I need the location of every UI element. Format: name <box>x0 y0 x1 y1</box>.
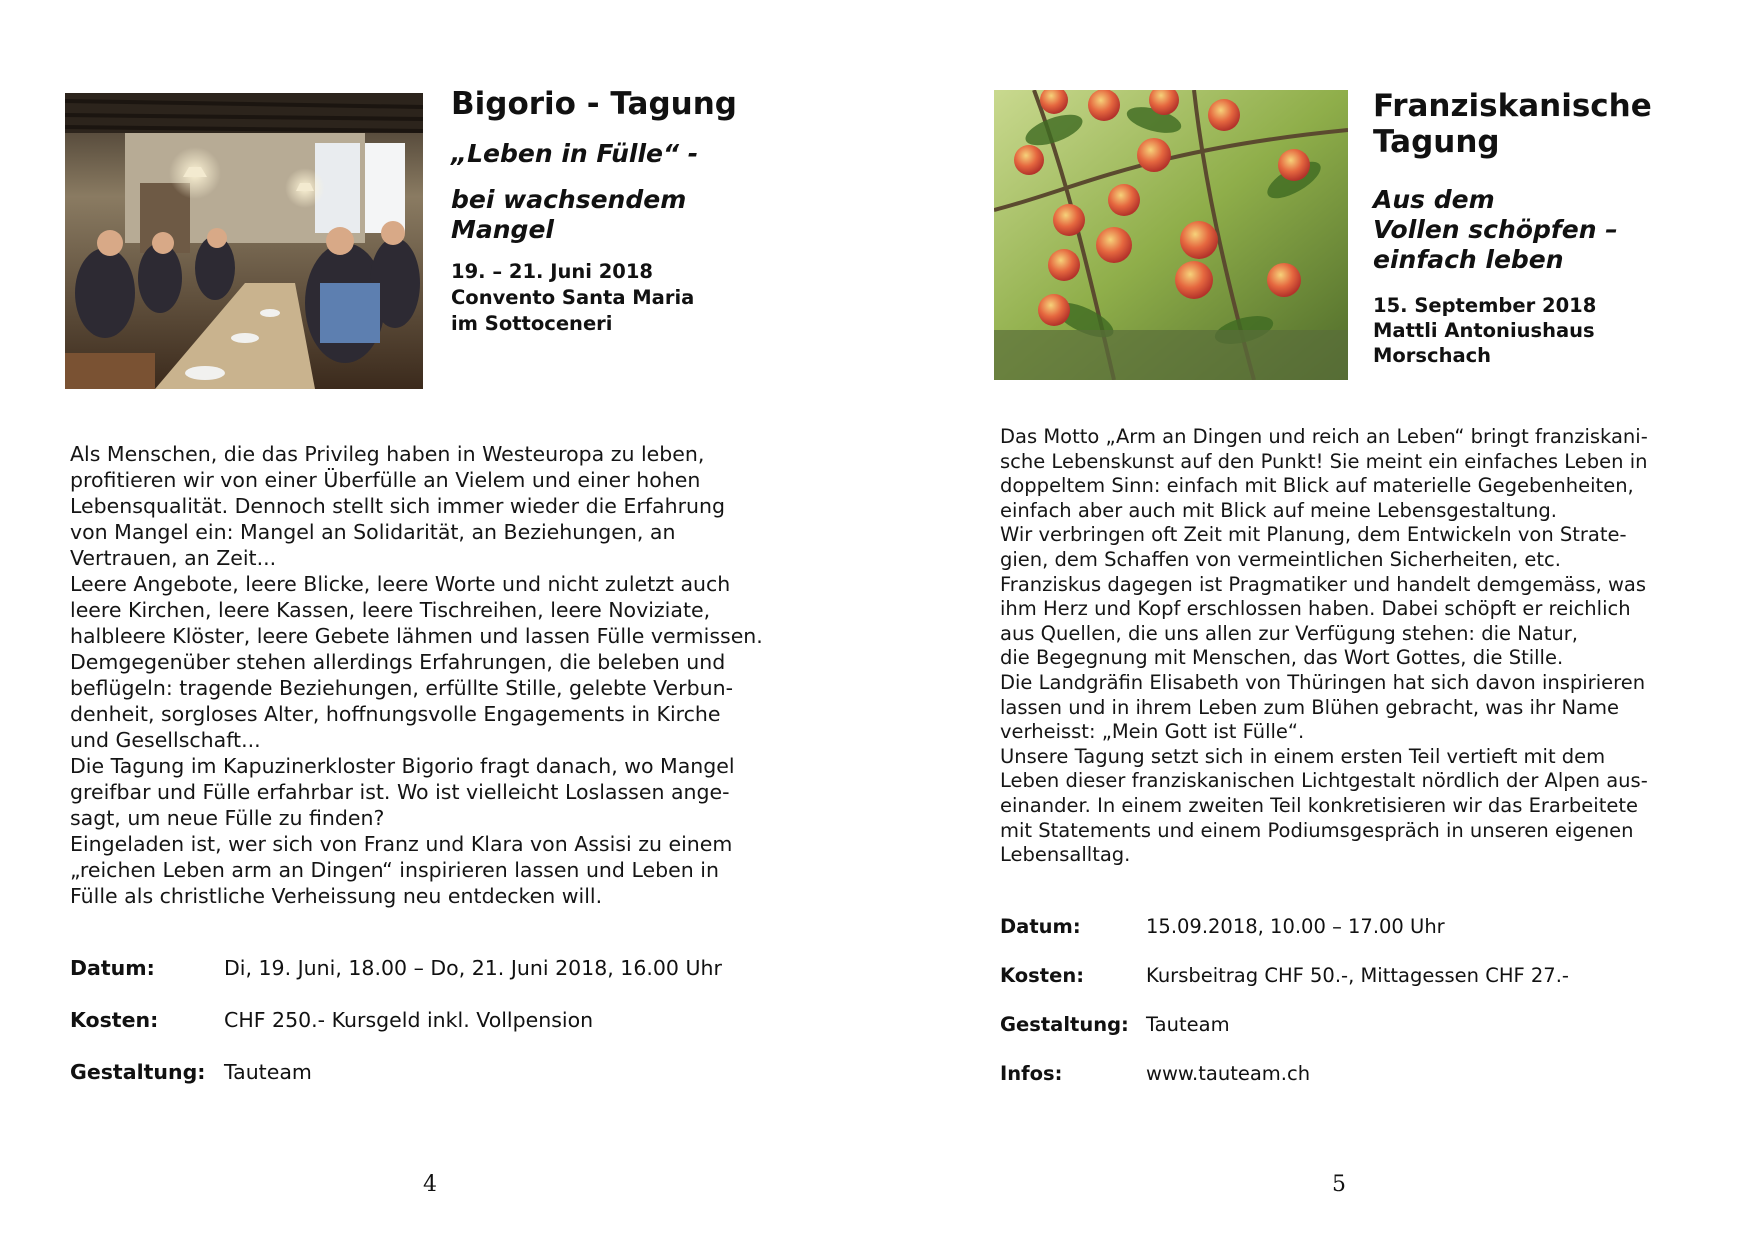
info-row-date <box>70 956 722 1008</box>
info-label: Kosten: <box>70 1008 159 1032</box>
info-label: Datum: <box>1000 915 1081 938</box>
event-date-location: 15. September 2018 Mattli Antoniushaus Morschach <box>1373 294 1597 367</box>
event-info-table <box>1000 915 1569 1111</box>
event-title: Bigorio - Tagung <box>451 86 737 122</box>
event-subtitle-continued: bei wachsendem Mangel <box>451 185 687 244</box>
info-label: Infos: <box>1000 1062 1063 1085</box>
info-value: Kursbeitrag CHF 50.-, Mittagessen CHF 27.- <box>1146 964 1569 987</box>
info-label: Datum: <box>70 956 155 980</box>
info-value: Di, 19. Juni, 18.00 – Do, 21. Juni 2018, 16.00 Uhr <box>224 956 722 980</box>
info-label: Gestaltung: <box>1000 1013 1129 1036</box>
info-value: 15.09.2018, 10.00 – 17.00 Uhr <box>1146 915 1445 938</box>
left-page <box>0 0 876 1240</box>
event-title: Franziskanische Tagung <box>1373 88 1652 160</box>
event-heading <box>1373 88 1733 368</box>
event-description: Das Motto „Arm an Dingen und reich an Leben“ bringt franziskani- sche Lebenskunst auf den Punkt! Sie meint ein einfaches Leben in doppeltem Sinn: einfach mit Blick auf materielle Gegebenheiten, einfach aber auch mit Blick auf meine Lebensgestaltung. Wir verbringen oft Zeit mit Planung, dem Entwickeln von Strate- gien, dem Schaffen von vermeintlichen Sicherheiten, etc. Franziskus dagegen ist Pragmatiker und handelt demgemäss, was ihm Herz und Kopf erschlossen haben. Dabei schöpft er reichlich aus Quellen, die uns allen zur Verfügung stehen: die Natur, die Begegnung mit Menschen, das Wort Gottes, die Stille. Die Landgräfin Elisabeth von Thüringen hat sich davon inspirieren lassen und in ihrem Leben zum Blühen gebracht, was ihr Name verheisst: „Mein Gott ist Fülle“. Unsere Tagung setzt sich in einem ersten Teil vertieft mit dem Leben dieser franziskanischen Lichtgestalt nördlich der Alpen aus- einander. In einem zweiten Teil konkretisieren wir das Erarbeitete mit Statements und einem Podiumsgespräch in unseren eigenen Lebensalltag. <box>1000 425 1648 867</box>
info-row-organizer <box>70 1060 722 1112</box>
info-row-organizer <box>1000 1013 1569 1062</box>
info-label: Kosten: <box>1000 964 1084 987</box>
apple-tree-photo <box>994 90 1348 380</box>
info-row-date <box>1000 915 1569 964</box>
info-value: CHF 250.- Kursgeld inkl. Vollpension <box>224 1008 594 1032</box>
info-label: Gestaltung: <box>70 1060 206 1084</box>
dining-room-photo <box>65 93 423 389</box>
event-info-table <box>70 956 722 1112</box>
info-value: Tauteam <box>224 1060 312 1084</box>
event-subtitle: „Leben in Fülle“ - <box>451 139 699 168</box>
event-description: Als Menschen, die das Privileg haben in Westeuropa zu leben, profitieren wir von einer Überfülle an Vielem und einer hohen Lebensqualität. Dennoch stellt sich immer wieder die Erfahrung von Mangel ein: Mangel an Solidarität, an Beziehungen, an Vertrauen, an Zeit... Leere Angebote, leere Blicke, leere Worte und nicht zuletzt auch leere Kirchen, leere Kassen, leere Tischreihen, leere Noviziate, halbleere Klöster, leere Gebete lähmen und lassen Fülle vermissen. Demgegenüber stehen allerdings Erfahrungen, die beleben und beflügeln: tragende Beziehungen, erfüllte Stille, gelebte Verbun- denheit, sorgloses Alter, hoffnungsvolle Engagements in Kirche und Gesellschaft... Die Tagung im Kapuzinerkloster Bigorio fragt danach, wo Mangel greifbar und Fülle erfahrbar ist. Wo ist vielleicht Loslassen ange- sagt, um neue Fülle zu finden? Eingeladen ist, wer sich von Franz und Klara von Assisi zu einem „reichen Leben arm an Dingen“ inspirieren lassen und Leben in Fülle als christliche Verheissung neu entdecken will. <box>70 442 763 908</box>
info-row-website <box>1000 1062 1569 1111</box>
event-subtitle: Aus dem Vollen schöpfen – einfach leben <box>1373 185 1618 274</box>
website-link[interactable]: www.tauteam.ch <box>1146 1062 1311 1085</box>
page-number: 4 <box>423 1172 437 1197</box>
event-heading <box>451 86 831 337</box>
info-row-cost <box>1000 964 1569 1013</box>
page-number: 5 <box>1332 1172 1346 1197</box>
info-row-cost <box>70 1008 722 1060</box>
right-page <box>877 0 1753 1240</box>
info-value: Tauteam <box>1146 1013 1230 1036</box>
event-date-location: 19. – 21. Juni 2018 Convento Santa Maria im Sottoceneri <box>451 260 695 335</box>
